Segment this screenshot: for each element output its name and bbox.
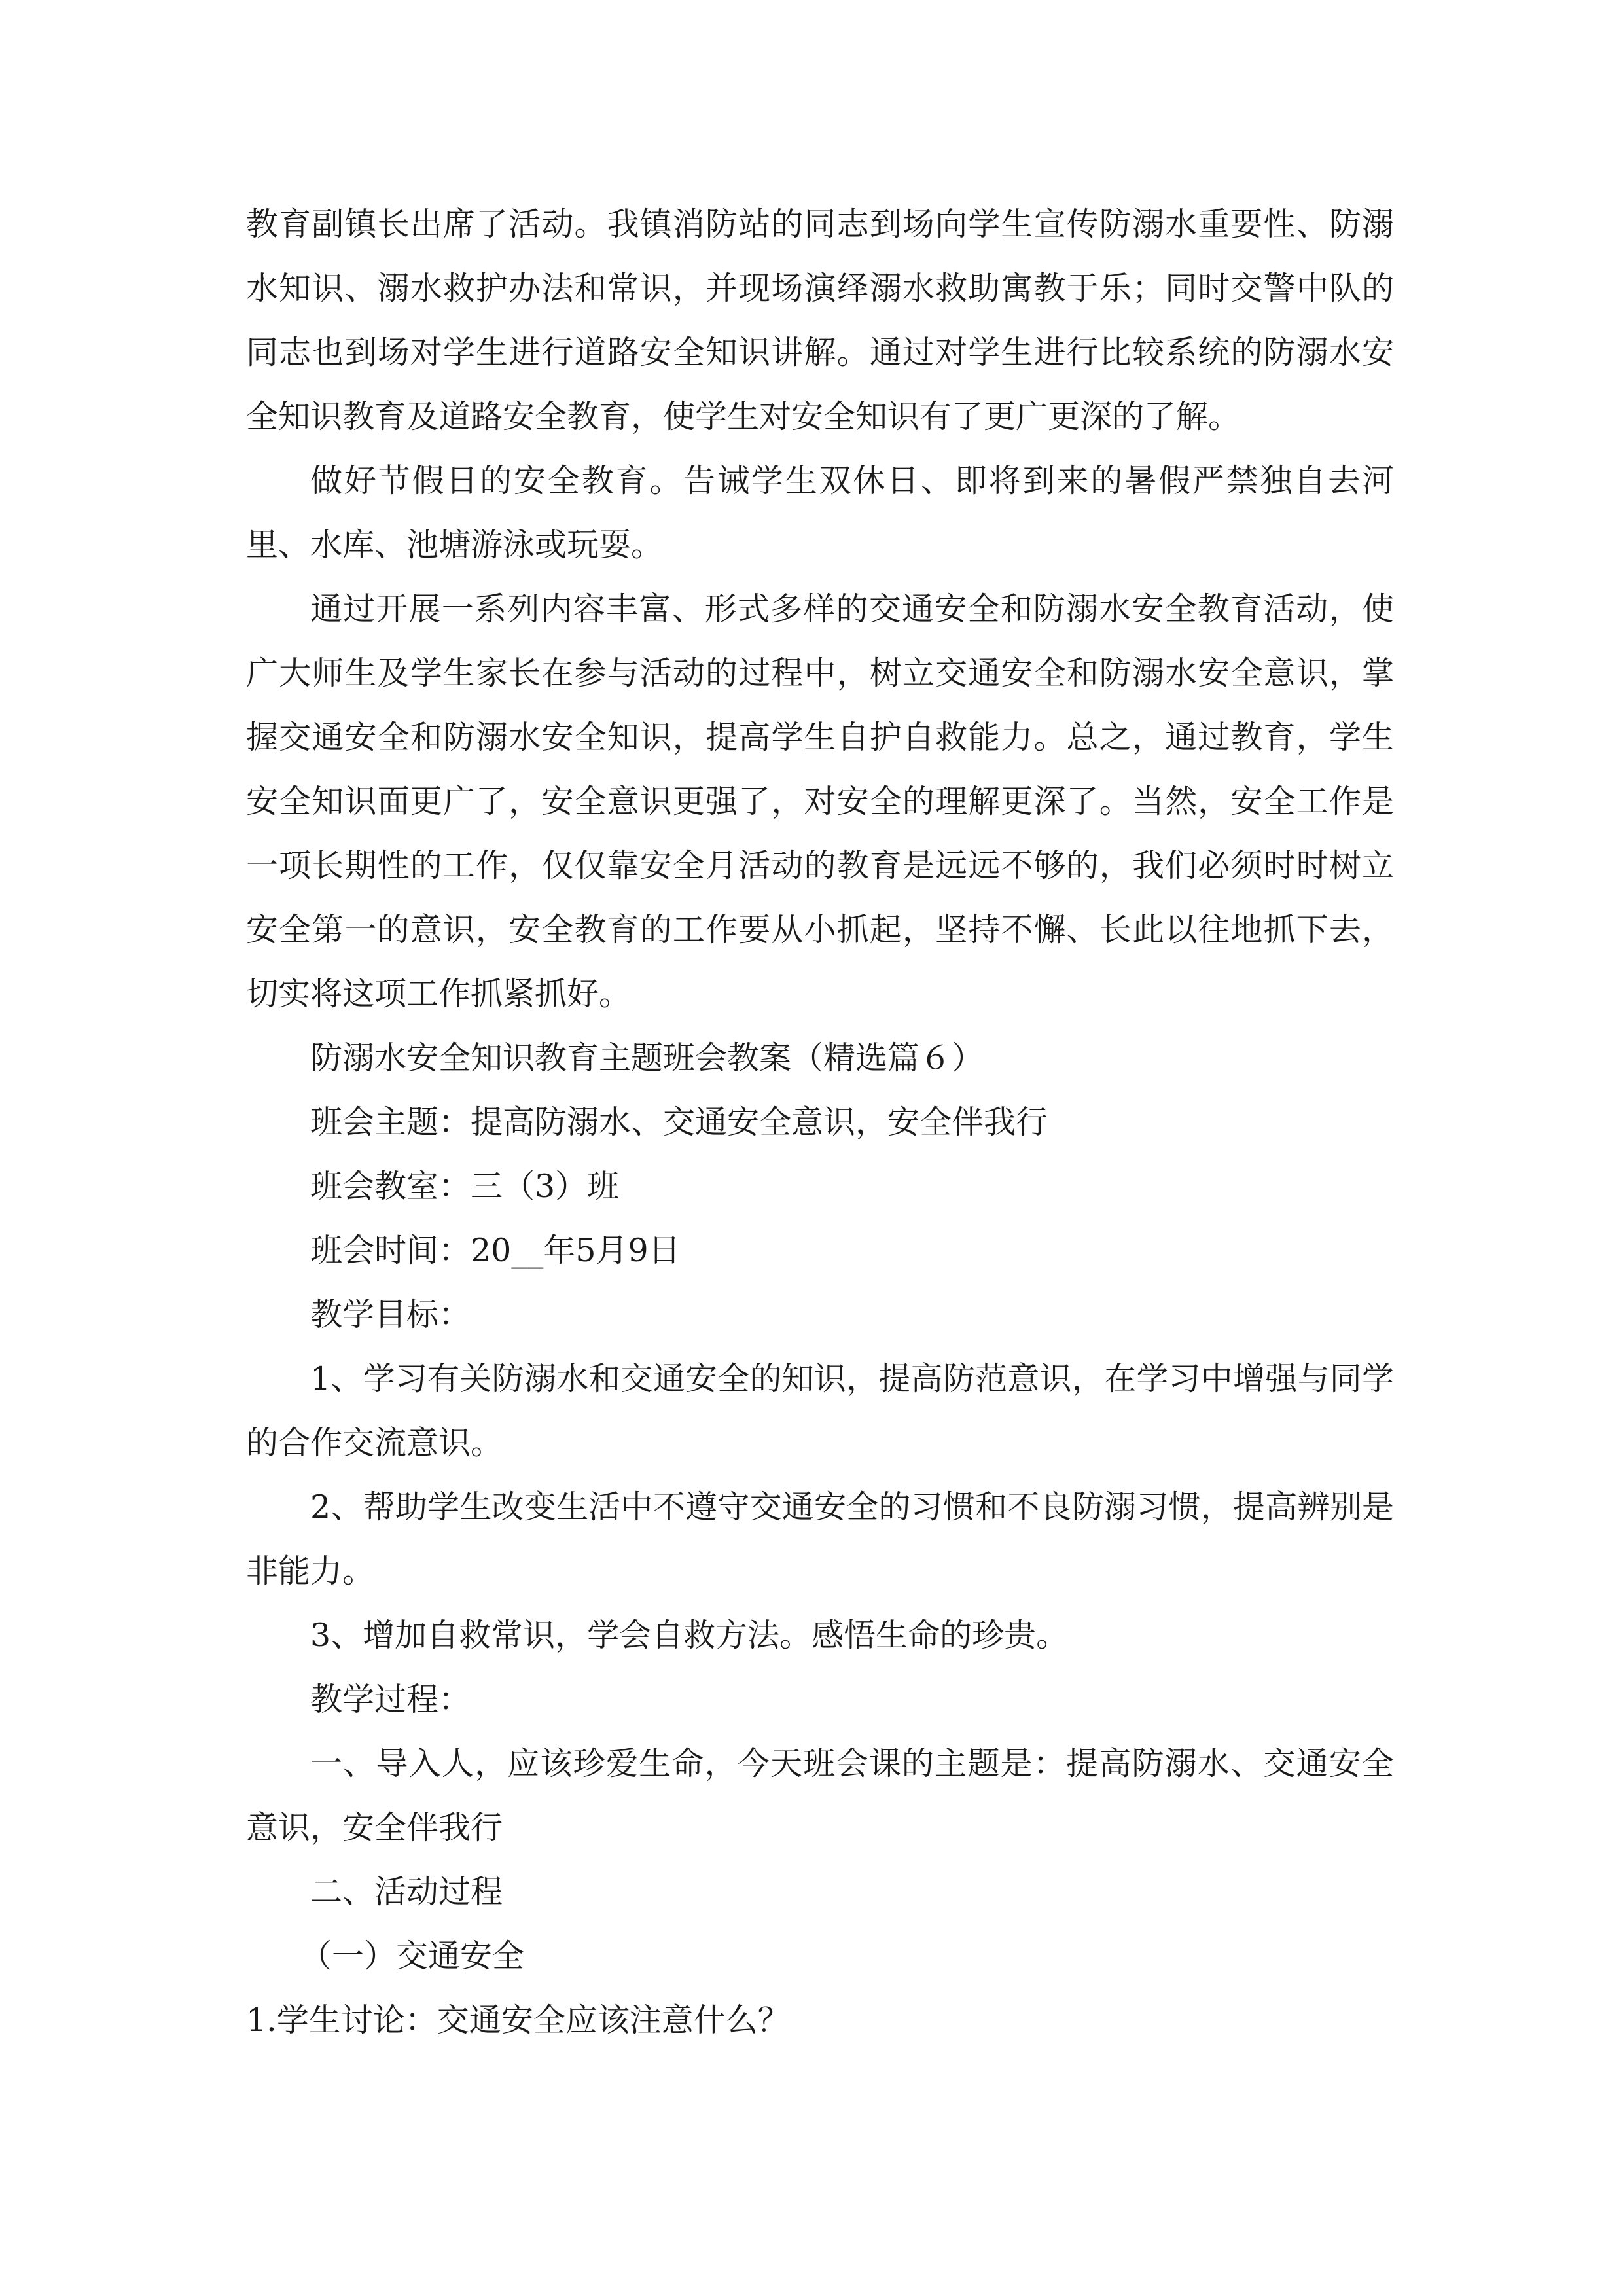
paragraph-summary: 通过开展一系列内容丰富、形式多样的交通安全和防溺水安全教育活动，使广大师生及学生家长在参与活动的过程中，树立交通安全和防溺水安全意识，掌握交通安全和防溺水安全知识，提高学生自护自救能力。总之，通过教育，学生安全知识面更广了，安全意识更强了，对安全的理解更深了。当然，安全工作是一项长期性的工作，仅仅靠安全月活动的教育是远远不够的，我们必须时时树立安全第一的意识，安全教育的工作要从小抓起，坚持不懈、长此以往地抓下去，切实将这项工作抓紧抓好。 [246, 590, 1394, 1013]
discussion-item-1: 1.学生讨论：交通安全应该注意什么？ [246, 2001, 790, 2039]
document-body [246, 192, 1394, 2053]
section-title: 防溺水安全知识教育主题班会教案（精选篇６） [310, 1039, 984, 1077]
goal-item-1: 1、学习有关防溺水和交通安全的知识，提高防范意识，在学习中增强与同学的合作交流意识。 [246, 1360, 1394, 1462]
paragraph-holiday-safety: 做好节假日的安全教育。告诫学生双休日、即将到来的暑假严禁独自去河里、水库、池塘游泳或玩耍。 [246, 462, 1394, 564]
class-theme: 班会主题：提高防溺水、交通安全意识，安全伴我行 [310, 1103, 1048, 1141]
paragraph-activity-report: 教育副镇长出席了活动。我镇消防站的同志到场向学生宣传防溺水重要性、防溺水知识、溺水救护办法和常识，并现场演绎溺水救助寓教于乐；同时交警中队的同志也到场对学生进行道路安全知识讲解。通过对学生进行比较系统的防溺水安全知识教育及道路安全教育，使学生对安全知识有了更广更深的了解。 [246, 206, 1394, 435]
teaching-process-heading: 教学过程： [310, 1681, 471, 1718]
process-step-2: 二、活动过程 [310, 1873, 503, 1910]
process-step-1: 一、导入人，应该珍爱生命，今天班会课的主题是：提高防溺水、交通安全意识，安全伴我行 [246, 1745, 1394, 1846]
class-room: 班会教室：三（3）班 [310, 1168, 620, 1205]
goal-item-3: 3、增加自救常识，学会自救方法。感悟生命的珍贵。 [310, 1617, 1069, 1654]
goal-item-2: 2、帮助学生改变生活中不遵守交通安全的习惯和不良防溺习惯，提高辨别是非能力。 [246, 1488, 1394, 1590]
teaching-goals-heading: 教学目标： [310, 1296, 471, 1333]
subsection-traffic-safety: （一）交通安全 [300, 1937, 525, 1975]
class-time: 班会时间：20__年5月9日 [310, 1232, 681, 1269]
